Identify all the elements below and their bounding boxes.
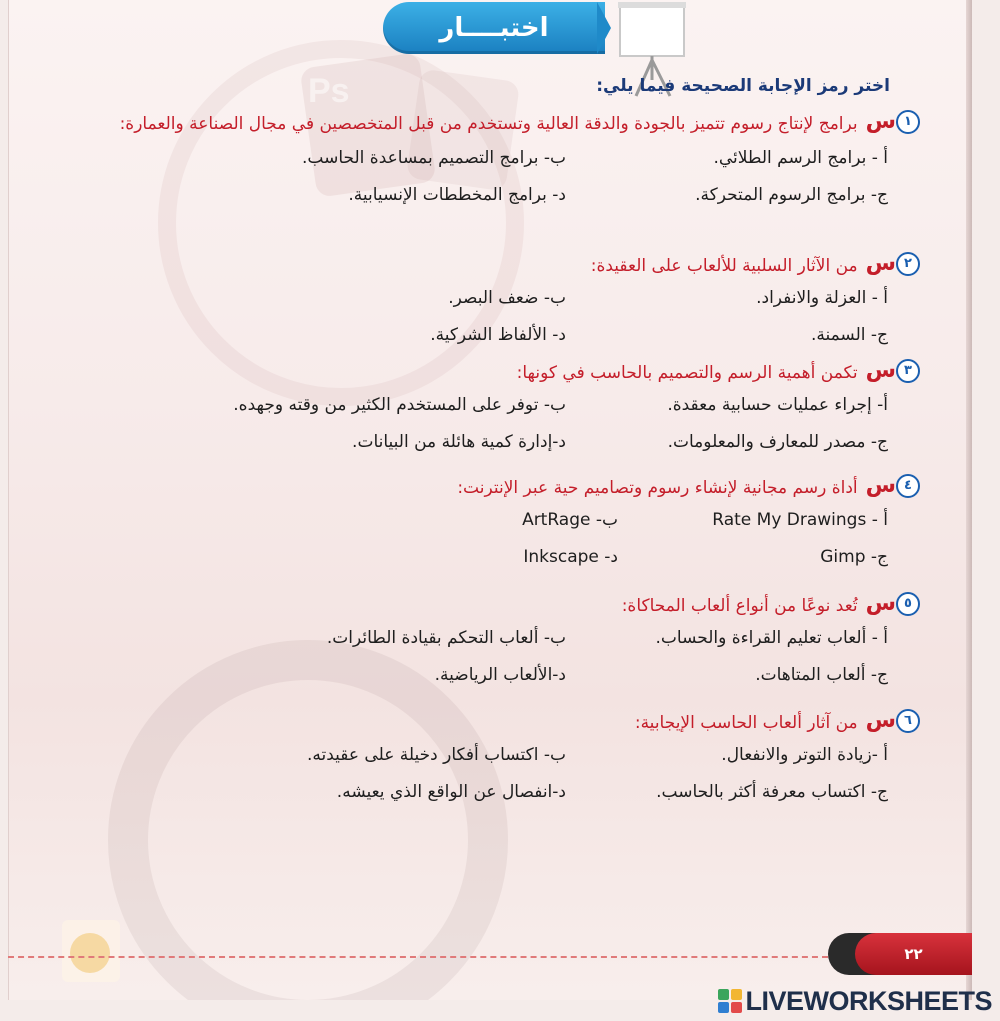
option-b[interactable]: ب- اكتساب أفكار دخيلة على عقيدته. xyxy=(306,745,566,765)
question-4 xyxy=(98,474,918,584)
option-c[interactable]: ج- Gimp xyxy=(820,547,888,567)
page-shadow xyxy=(966,0,972,1000)
footer-divider xyxy=(8,956,828,958)
option-d[interactable]: د- Inkscape xyxy=(523,547,618,567)
question-text: من الآثار السلبية للألعاب على العقيدة: xyxy=(590,256,858,276)
question-6 xyxy=(98,709,918,819)
option-b[interactable]: ب- ArtRage xyxy=(522,510,618,530)
question-number-badge: ٤ س xyxy=(866,474,918,498)
option-d[interactable]: د- برامج المخططات الإنسيابية. xyxy=(348,185,566,205)
question-text: تُعد نوعًا من أنواع ألعاب المحاكاة: xyxy=(621,596,858,616)
question-text: برامج لإنتاج رسوم تتميز بالجودة والدقة العالية وتستخدم من قبل المتخصصين في مجال الصناعة والعمارة: xyxy=(119,114,858,134)
question-number-badge: ٣ س xyxy=(866,359,918,383)
option-a[interactable]: أ - Rate My Drawings xyxy=(712,510,888,530)
page-title: اختبــــار xyxy=(439,13,549,43)
option-a[interactable]: أ -زيادة التوتر والانفعال. xyxy=(721,745,888,765)
question-number-badge: ٥ س xyxy=(866,592,918,616)
option-c[interactable]: ج- برامج الرسوم المتحركة. xyxy=(695,185,888,205)
background-ps-text: Ps xyxy=(308,72,350,110)
question-text: أداة رسم مجانية لإنشاء رسوم وتصاميم حية عبر الإنترنت: xyxy=(457,478,858,498)
option-d[interactable]: د-انفصال عن الواقع الذي يعيشه. xyxy=(336,782,566,802)
option-d[interactable]: د- الألفاظ الشركية. xyxy=(430,325,566,345)
question-number-badge: ٦ س xyxy=(866,709,918,733)
option-a[interactable]: أ - برامج الرسم الطلائي. xyxy=(713,148,888,168)
question-5 xyxy=(98,592,918,702)
option-b[interactable]: ب- ألعاب التحكم بقيادة الطائرات. xyxy=(326,628,566,648)
instruction-text: اختر رمز الإجابة الصحيحة فيما يلي: xyxy=(596,76,890,96)
option-b[interactable]: ب- برامج التصميم بمساعدة الحاسب. xyxy=(302,148,566,168)
option-a[interactable]: أ- إجراء عمليات حسابية معقدة. xyxy=(667,395,888,415)
question-number-badge: ٢ س xyxy=(866,252,918,276)
option-b[interactable]: ب- توفر على المستخدم الكثير من وقته وجهده. xyxy=(233,395,566,415)
options-grid xyxy=(98,395,918,469)
options-grid xyxy=(98,745,918,819)
question-1 xyxy=(98,110,918,222)
options-grid xyxy=(98,510,918,584)
option-c[interactable]: ج- ألعاب المتاهات. xyxy=(755,665,888,685)
option-d[interactable]: د-الألعاب الرياضية. xyxy=(434,665,566,685)
liveworksheets-brand[interactable] xyxy=(717,984,992,1018)
question-2 xyxy=(98,252,918,362)
question-3 xyxy=(98,359,918,469)
options-grid xyxy=(98,628,918,702)
options-grid xyxy=(98,148,918,222)
question-text: من آثار ألعاب الحاسب الإيجابية: xyxy=(634,713,858,733)
options-grid xyxy=(98,288,918,362)
option-a[interactable]: أ - العزلة والانفراد. xyxy=(756,288,888,308)
option-b[interactable]: ب- ضعف البصر. xyxy=(448,288,566,308)
option-c[interactable]: ج- مصدر للمعارف والمعلومات. xyxy=(667,432,888,452)
option-c[interactable]: ج- السمنة. xyxy=(810,325,888,345)
page-number: ٢٢ xyxy=(855,933,972,975)
option-a[interactable]: أ - ألعاب تعليم القراءة والحساب. xyxy=(655,628,888,648)
question-text: تكمن أهمية الرسم والتصميم بالحاسب في كونها: xyxy=(516,363,858,383)
liveworksheets-logo-icon xyxy=(717,988,743,1014)
liveworksheets-brand-text: LIVEWORKSHEETS xyxy=(745,986,992,1016)
page-edge xyxy=(8,0,9,1000)
question-number-badge: ١ س xyxy=(866,110,918,134)
option-c[interactable]: ج- اكتساب معرفة أكثر بالحاسب. xyxy=(656,782,888,802)
option-d[interactable]: د-إدارة كمية هائلة من البيانات. xyxy=(352,432,566,452)
publisher-logo-icon xyxy=(70,933,110,973)
